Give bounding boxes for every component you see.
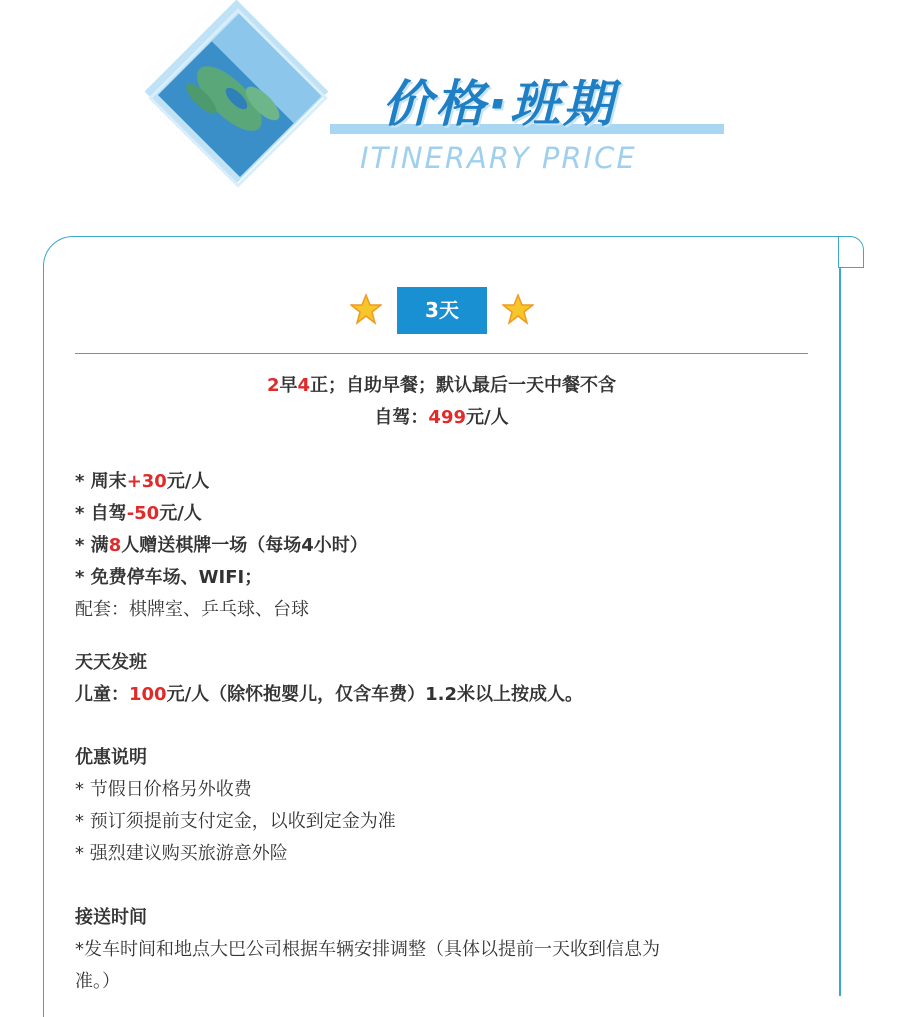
- day-badge-row: [350, 287, 540, 335]
- banner-subtitle: ITINERARY PRICE: [360, 141, 637, 175]
- star-icon: [350, 293, 382, 325]
- child-price: 儿童：100元/人（除怀抱婴儿，仅含车费）1.2米以上按成人。: [75, 684, 584, 705]
- banner-title: 价格·班期: [382, 75, 616, 133]
- page-curl-decoration: [838, 236, 864, 268]
- pickup-line: 准。）: [75, 971, 120, 992]
- card-border-right: [839, 236, 841, 996]
- pickup-title: 接送时间: [75, 907, 147, 928]
- note-self-drive: * 自驾-50元/人: [75, 503, 202, 524]
- note-group-gift: * 满8人赠送棋牌一场（每场4小时）: [75, 535, 368, 556]
- day-badge: 3天: [397, 287, 487, 334]
- discount-title: 优惠说明: [75, 747, 147, 768]
- meal-info: 2早4正；自助早餐；默认最后一天中餐不含: [266, 375, 617, 396]
- divider: [75, 353, 808, 354]
- header-banner: [0, 0, 919, 210]
- discount-item: * 节假日价格另外收费: [75, 779, 252, 800]
- schedule-title: 天天发班: [75, 652, 147, 673]
- self-drive-price: 自驾：499元/人: [374, 407, 509, 428]
- note-weekend: * 周末+30元/人: [75, 471, 210, 492]
- lake-island-photo: [158, 13, 322, 177]
- note-parking: * 免费停车场、WIFI；: [75, 567, 263, 588]
- star-icon: [502, 293, 534, 325]
- facilities: 配套：棋牌室、乒乓球、台球: [75, 599, 309, 620]
- discount-item: * 强烈建议购买旅游意外险: [75, 843, 288, 864]
- discount-item: * 预订须提前支付定金，以收到定金为准: [75, 811, 396, 832]
- pickup-line: *发车时间和地点大巴公司根据车辆安排调整（具体以提前一天收到信息为: [75, 939, 660, 960]
